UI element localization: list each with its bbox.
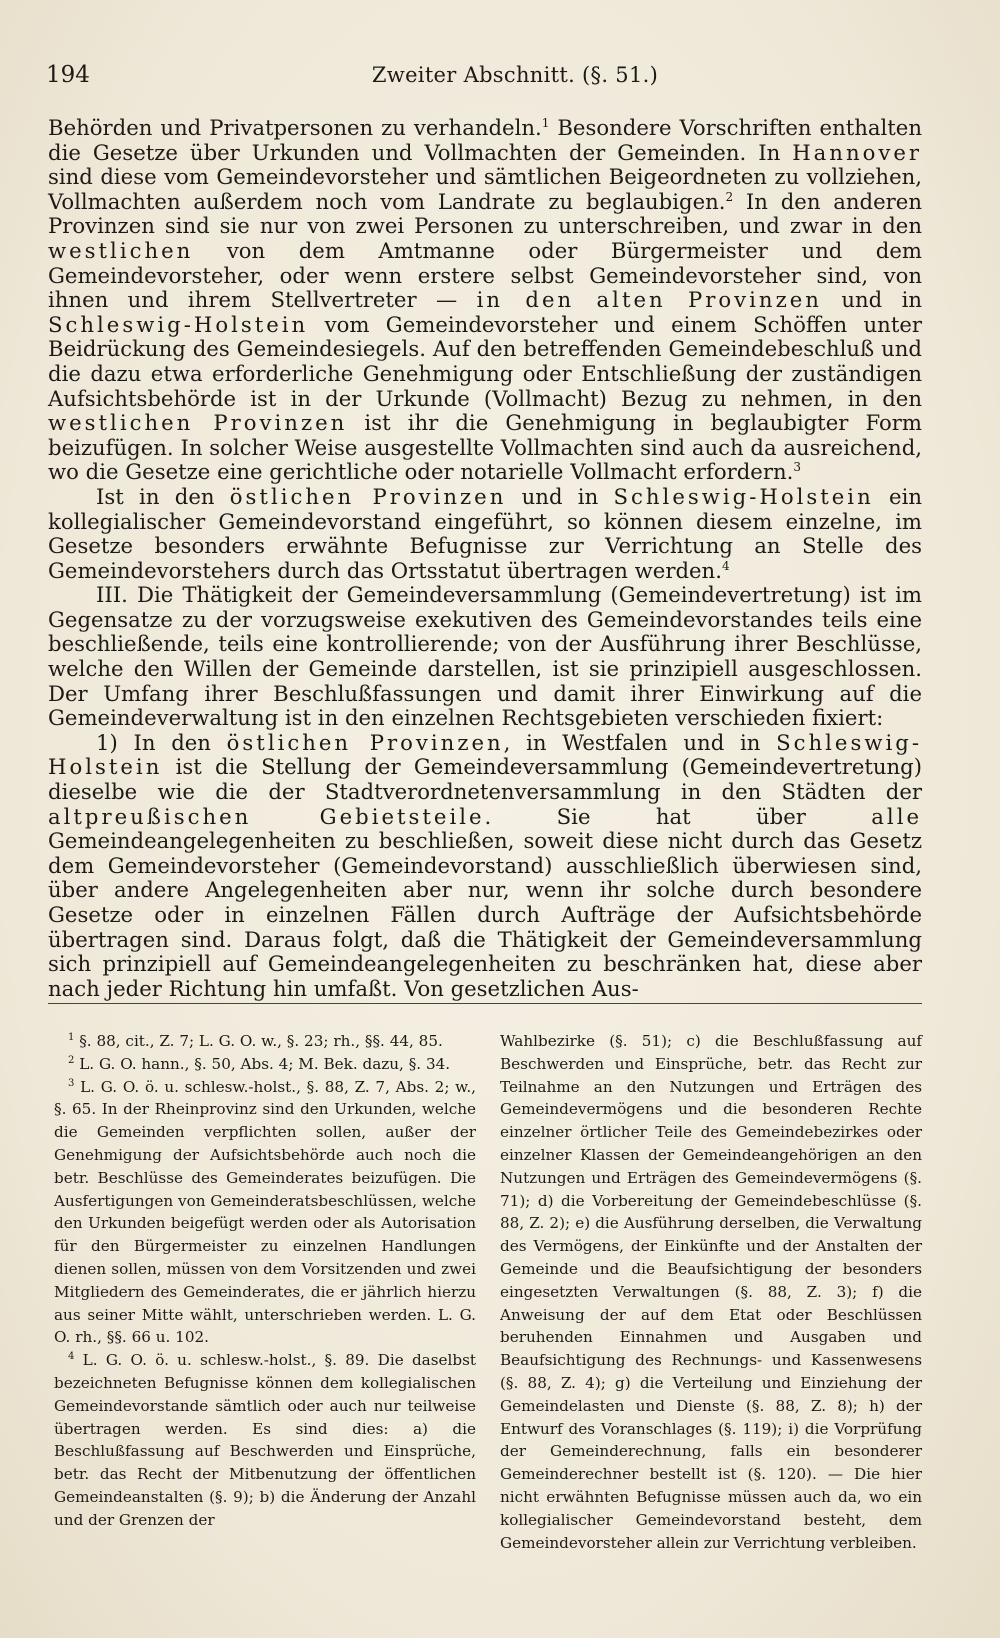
spaced-term: Schleswig-Holstein — [48, 729, 922, 780]
footnote-ref-2: 2 — [725, 189, 734, 204]
footnote-ref-3: 3 — [793, 460, 801, 475]
text-run: ist ihr die Genehmigung in beglaubigter Form beizufügen. In solcher Weise ausgestellte Vollmachten sind auch da ausreichend, wo die Gesetze eine gerichtliche oder notarielle Vollmacht erfordern. — [48, 410, 922, 485]
text-run: von dem Amtmanne oder Bürgermeister und dem Gemeindevorsteher, oder wenn erstere selbst Gemeindevorsteher sind, von ihnen und ihrem Stellvertreter — — [48, 237, 922, 313]
footnote-1 — [54, 1030, 476, 1053]
page-number: 194 — [46, 62, 90, 88]
footnote-4 — [54, 1349, 476, 1531]
text-run: , in Westfalen und in — [503, 729, 777, 755]
footnote-4-continued: Wahlbezirke (§. 51); c) die Beschlußfassung auf Beschwerden und Einsprüche, betr. das Recht zur Teilnahme an den Nutzungen und Erträgen des Gemeindevermögens und die besonderen Rechte einzelner örtlicher Teile des Gemeindebezirkes oder einzelner Klassen der Gemeindeangehörigen an den Nutzungen und Erträgen des Gemeindevermögens (§. 71); d) die Vorbereitung der Gemeindebeschlüsse (§. 88, Z. 2); e) die Ausführung derselben, die Verwaltung des Vermögens, der Einkünfte und der Anstalten der Gemeinde und die Beaufsichtigung der besonders eingesetzten Verwaltungen (§. 88, Z. 3); f) die Anweisung der auf dem Etat oder Beschlüssen beruhenden Einnahmen und Ausgaben und Beaufsichtigung des Rechnungs- und Kassenwesens (§. 88, Z. 4); g) die Verteilung und Einziehung der Gemeindelasten und Dienste (§. 88, Z. 8); h) der Entwurf des Voranschlages (§. 119); i) die Vorprüfung der Gemeinderechnung, falls ein besonderer Gemeinderechner bestellt ist (§. 120). — Die hier nicht erwähnten Befugnisse müssen auch da, wo ein kollegialischer Gemeindevorstand besteht, dem Gemeindevorsteher allein zur Verrichtung verbleiben. — [500, 1032, 922, 1552]
text-run: Gemeindeangelegenheiten zu beschließen, soweit diese nicht durch das Gesetz dem Gemeindevorsteher (Gemeindevorstand) ausschließlich überwiesen sind, über andere Angelegenheiten aber nur, wenn ihr solche durch besondere Gesetze oder in einzelnen Fällen durch Aufträge der Aufsichtsbehörde übertragen sind. Daraus folgt, daß die Thätigkeit der Gemeindeversammlung sich prinzipiell auf Gemeindeangelegenheiten zu beschränken hat, diese aber nach jeder Richtung hin umfaßt. Von gesetzlichen Aus- — [48, 828, 922, 1001]
text-run: Ist in den — [96, 483, 230, 509]
spaced-term: Schleswig-Holstein — [48, 311, 309, 337]
paragraph-4 — [48, 731, 922, 1002]
footnotes-right-column — [500, 1030, 922, 1554]
text-run: 1) In den — [96, 729, 227, 755]
footnote-3 — [54, 1076, 476, 1350]
footnote-number: 4 — [68, 1351, 75, 1363]
footnote-2 — [54, 1053, 476, 1076]
page-header — [46, 62, 924, 96]
spaced-term: alle — [871, 803, 923, 829]
text-run: und in — [506, 483, 614, 509]
spaced-term: östlichen Provinzen — [229, 483, 507, 509]
spaced-term: westlichen — [48, 237, 194, 263]
spaced-term: östlichen Provinzen — [226, 729, 504, 755]
text-run: und in — [821, 287, 922, 313]
text-run: vom Gemeindevorsteher und einem Schöffen unter Beidrückung des Gemeindesiegels. Auf den betreffenden Gemeindebeschluß und die dazu etwa erforderliche Genehmigung oder Entschließung der zuständigen Aufsichtsbehörde ist in der Urkunde (Vollmacht) Bezug zu nehmen, in den — [48, 311, 922, 411]
footnote-text: L. G. O. hann., §. 50, Abs. 4; M. Bek. dazu, §. 34. — [74, 1054, 451, 1073]
footnote-divider — [48, 1003, 922, 1004]
footnote-text: §. 88, cit., Z. 7; L. G. O. w., §. 23; rh., §§. 44, 85. — [74, 1032, 443, 1050]
text-run: ist die Stellung der Gemeindeversammlung (Gemeindevertretung) dieselbe wie die der Stadtverordnetenversammlung in den Städten der — [48, 754, 922, 805]
spaced-term: westlichen Provinzen — [48, 410, 348, 436]
spaced-term: altpreußischen Gebietsteile — [48, 803, 485, 829]
footnotes-left-column — [54, 1030, 476, 1532]
text-run: ein kollegialischer Gemeindevorstand eingeführt, so können diesem einzelne, im Gesetze besonders erwähnte Befugnisse zur Verrichtung an Stelle des Gemeindevorstehers durch das Ortsstatut übertragen werden. — [48, 483, 922, 583]
paragraph-2 — [48, 485, 922, 583]
paragraph-1 — [48, 116, 922, 485]
footnote-text: L. G. O. ö. u. schlesw.-holst., §. 89. Die daselbst bezeichneten Befugnisse können dem kollegialischen Gemeindevorstande sämtlich oder auch nur teilweise übertragen werden. Es sind dies: a) die Beschlußfassung auf Beschwerden und Einsprüche, betr. das Recht der Mitbenutzung der öffentlichen Gemeindeanstalten (§. 9); b) die Änderung der Anzahl und der Grenzen der — [54, 1351, 476, 1529]
text-run: sind diese vom Gemeindevorsteher und sämtlichen Beigeordneten zu vollziehen, Vollmachten außerdem noch vom Landrate zu beglaubigen. — [48, 164, 922, 214]
paragraph-3: III. Die Thätigkeit der Gemeindeversammlung (Gemeindevertretung) ist im Gegensatze zu der vorzugsweise exekutiven des Gemeindevorstandes teils eine beschließende, teils eine kontrollierende; von der Ausführung ihrer Beschlüsse, welche den Willen der Gemeinde darstellen, ist sie prinzipiell ausgeschlossen. Der Umfang ihrer Beschlußfassungen und damit ihrer Einwirkung auf die Gemeindeverwaltung ist in den einzelnen Rechtsgebieten verschieden fixiert: — [48, 582, 922, 731]
footnote-number: 1 — [68, 1031, 75, 1043]
text-run: . Sie hat über — [484, 803, 872, 829]
footnote-ref-4: 4 — [721, 558, 730, 573]
running-head: Zweiter Abschnitt. (§. 51.) — [371, 63, 659, 87]
footnote-number: 3 — [68, 1077, 75, 1089]
text-run: In den anderen Provinzen sind sie nur von zwei Personen zu unterschreiben, und zwar in den — [48, 188, 922, 239]
footnote-ref-1: 1 — [541, 115, 550, 130]
spaced-term: Hannover — [792, 139, 922, 165]
text-run: Behörden und Privatpersonen zu verhandeln. — [48, 115, 542, 140]
spaced-term: Schleswig-Holstein — [613, 483, 874, 509]
footnote-text: L. G. O. ö. u. schlesw.-holst., §. 88, Z. 7, Abs. 2; w., §. 65. In der Rheinprovinz sind den Urkunden, welche die Gemeinden verpflichten sollen, außer der Genehmigung der Aufsichtsbehörde auch noch die betr. Beschlüsse des Gemeinderates beizufügen. Die Ausfertigungen von Gemeinderatsbeschlüssen, welche den Urkunden beigefügt werden oder als Autorisation für den Bürgermeister zu einzelnen Handlungen dienen sollen, müssen von dem Vorsitzenden und zwei Mitgliedern des Gemeinderates, die er jährlich hierzu aus seiner Mitte wählt, unterschrieben werden. L. G. O. rh., §§. 66 u. 102. — [54, 1077, 476, 1347]
footnote-number: 2 — [68, 1054, 75, 1066]
main-text — [48, 116, 922, 1001]
text-run: Besondere Vorschriften enthalten die Gesetze über Urkunden und Vollmachten der Gemeinden. In — [48, 115, 922, 165]
spaced-term: in den alten Provinzen — [476, 287, 822, 313]
